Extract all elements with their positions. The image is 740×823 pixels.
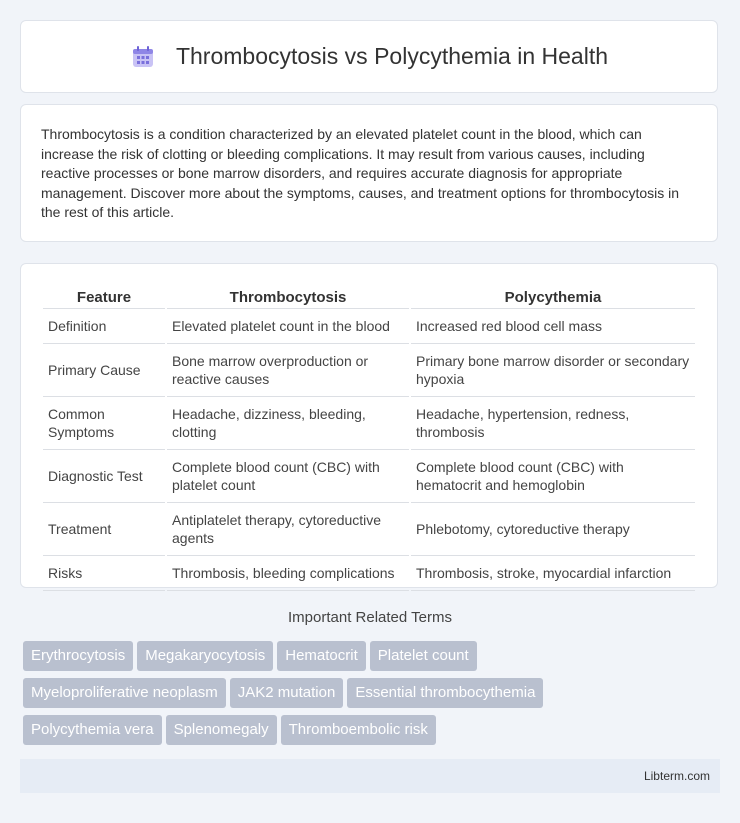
page-title: Thrombocytosis vs Polycythemia in Health	[175, 43, 609, 69]
table-cell: Treatment	[43, 503, 165, 556]
tag-link[interactable]: Platelet count	[370, 641, 477, 671]
intro-text: Thrombocytosis is a condition characterized by an elevated platelet count in the blood, which can increase the risk of clotting or bleeding complications. It may result from various causes, including reactive processes or bone marrow disorders, and requires accurate diagnosis for appropriate management. Discover more about the symptoms, causes, and treatment options for thrombocytosis in the rest of this article.	[41, 126, 680, 220]
table-row	[43, 344, 695, 397]
table-cell: Bone marrow overproduction or reactive causes	[167, 344, 409, 397]
table-cell: Antiplatelet therapy, cytoreductive agents	[167, 503, 409, 556]
tag-link[interactable]: Megakaryocytosis	[137, 641, 273, 671]
column-header: Feature	[43, 283, 165, 309]
table-row	[43, 397, 695, 450]
table-cell: Thrombosis, bleeding complications	[167, 556, 409, 591]
tag-link[interactable]: Polycythemia vera	[23, 715, 162, 745]
table-cell: Headache, hypertension, redness, thrombosis	[411, 397, 695, 450]
table-cell: Increased red blood cell mass	[411, 309, 695, 344]
table-header-row	[43, 283, 695, 309]
comparison-table	[41, 283, 697, 591]
table-cell: Headache, dizziness, bleeding, clotting	[167, 397, 409, 450]
table-row	[43, 503, 695, 556]
table-row	[43, 556, 695, 591]
table-cell: Primary bone marrow disorder or secondary hypoxia	[411, 344, 695, 397]
table-cell: Common Symptoms	[43, 397, 165, 450]
tag-link[interactable]: Thromboembolic risk	[281, 715, 436, 745]
table-cell: Primary Cause	[43, 344, 165, 397]
table-row	[43, 450, 695, 503]
intro-card	[20, 104, 718, 242]
related-terms-title: Important Related Terms	[288, 609, 452, 626]
table-row	[43, 309, 695, 344]
column-header: Thrombocytosis	[167, 283, 409, 309]
tag-link[interactable]: JAK2 mutation	[230, 678, 344, 708]
table-cell: Risks	[43, 556, 165, 591]
column-header: Polycythemia	[411, 283, 695, 309]
related-terms-tags	[23, 641, 723, 752]
table-cell: Definition	[43, 309, 165, 344]
table-cell: Complete blood count (CBC) with platelet count	[167, 450, 409, 503]
tag-link[interactable]: Myeloproliferative neoplasm	[23, 678, 226, 708]
table-cell: Phlebotomy, cytoreductive therapy	[411, 503, 695, 556]
calendar-icon	[130, 44, 156, 70]
header-card	[20, 20, 718, 93]
table-cell: Thrombosis, stroke, myocardial infarction	[411, 556, 695, 591]
tag-link[interactable]: Splenomegaly	[166, 715, 277, 745]
comparison-table-card	[20, 263, 718, 588]
table-cell: Complete blood count (CBC) with hematocrit and hemoglobin	[411, 450, 695, 503]
tag-link[interactable]: Essential thrombocythemia	[347, 678, 543, 708]
tag-link[interactable]: Hematocrit	[277, 641, 366, 671]
table-cell: Diagnostic Test	[43, 450, 165, 503]
footer-site-link[interactable]: Libterm.com	[643, 769, 710, 783]
table-cell: Elevated platelet count in the blood	[167, 309, 409, 344]
footer	[20, 759, 720, 793]
tag-link[interactable]: Erythrocytosis	[23, 641, 133, 671]
